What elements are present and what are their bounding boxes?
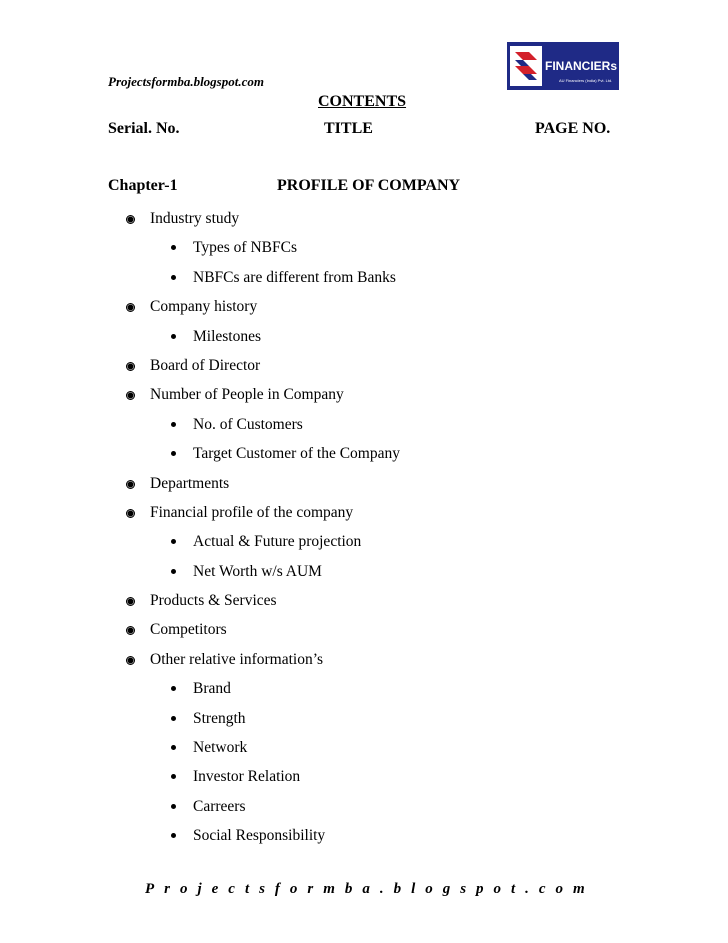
financiers-logo	[507, 42, 619, 90]
sub-bullet-icon	[171, 275, 176, 280]
toc-item	[0, 469, 728, 498]
toc-item-text: Competitors	[150, 621, 227, 639]
footer-letter: P	[145, 881, 155, 897]
bullet-icon	[126, 597, 135, 606]
toc-item	[0, 233, 728, 262]
toc-item-text: Actual & Future projection	[193, 533, 362, 551]
chapter-title: PROFILE OF COMPANY	[277, 177, 461, 194]
toc-item-text: Departments	[150, 474, 230, 492]
toc-item	[0, 292, 728, 321]
toc-item-text: Products & Services	[150, 592, 277, 610]
toc-item	[0, 762, 728, 791]
sub-bullet-icon	[171, 569, 176, 574]
column-page-header: PAGE NO.	[535, 120, 611, 137]
sub-bullet-icon	[171, 245, 176, 250]
footer-letter: b	[344, 881, 353, 897]
bullet-icon	[126, 303, 135, 312]
toc-list	[0, 204, 728, 851]
footer-letter: o	[179, 881, 188, 897]
footer-letter: e	[211, 881, 219, 897]
chapter-label: Chapter-1	[108, 177, 178, 194]
footer-letter: t	[510, 881, 516, 897]
footer-letter: o	[425, 881, 433, 897]
toc-item-text: Other relative information’s	[150, 650, 324, 668]
sub-bullet-icon	[171, 774, 176, 779]
bullet-icon	[126, 509, 135, 518]
toc-item-text: Number of People in Company	[150, 386, 344, 404]
toc-item	[0, 586, 728, 615]
toc-item-text: Company history	[150, 298, 258, 316]
toc-item	[0, 645, 728, 674]
source-site-label: Projectsformba.blogspot.com	[108, 74, 264, 89]
footer-letter: l	[411, 881, 416, 897]
bullet-icon	[126, 480, 135, 489]
footer-letter: a	[362, 881, 370, 897]
footer-letter: .	[379, 881, 384, 897]
sub-bullet-icon	[171, 539, 176, 544]
toc-item	[0, 380, 728, 409]
toc-item	[0, 704, 728, 733]
toc-item-text: Strength	[193, 709, 246, 727]
logo-subtext: AU Financiers (India) Pvt. Ltd.	[559, 78, 613, 83]
footer-letter: s	[259, 881, 265, 897]
toc-item-text: Financial profile of the company	[150, 503, 354, 521]
footer-letter: .	[525, 881, 529, 897]
bullet-icon	[126, 215, 135, 224]
toc-item-text: Industry study	[150, 210, 240, 227]
toc-item	[0, 527, 728, 556]
footer-letter: o	[289, 881, 298, 897]
footer-letter: c	[228, 881, 235, 897]
toc-item-text: Target Customer of the Company	[193, 445, 400, 463]
bullet-icon	[126, 656, 135, 665]
footer-letter: r	[307, 881, 314, 897]
toc-item	[0, 821, 728, 850]
footer-letter: r	[164, 881, 170, 897]
sub-bullet-icon	[171, 451, 176, 456]
toc-item	[0, 498, 728, 527]
toc-item	[0, 792, 728, 821]
footer-letter: t	[244, 881, 250, 897]
sub-bullet-icon	[171, 716, 176, 721]
footer-letter: j	[197, 881, 202, 897]
toc-item-text: Carreers	[193, 797, 246, 815]
contents-heading: CONTENTS	[318, 93, 407, 110]
column-title-header: TITLE	[324, 120, 373, 137]
toc-item	[0, 733, 728, 762]
toc-item-text: NBFCs are different from Banks	[193, 268, 396, 286]
footer-site-label	[145, 881, 585, 898]
footer-letter: c	[538, 881, 546, 897]
footer-letter: s	[460, 881, 467, 897]
footer-letter: m	[323, 881, 335, 897]
sub-bullet-icon	[171, 745, 176, 750]
toc-item-text: Net Worth w/s AUM	[193, 562, 322, 580]
sub-bullet-icon	[171, 833, 176, 838]
sub-bullet-icon	[171, 334, 176, 339]
toc-item	[0, 674, 728, 703]
footer-letter: b	[393, 881, 402, 897]
footer-letter: o	[555, 881, 564, 897]
toc-item-text: No. of Customers	[193, 415, 303, 433]
toc-item	[0, 557, 728, 586]
toc-item-text: Milestones	[193, 327, 262, 345]
toc-item-text: Investor Relation	[193, 768, 301, 786]
toc-item-text: Types of NBFCs	[193, 239, 297, 257]
footer-letter: m	[573, 881, 585, 897]
bullet-icon	[126, 391, 135, 400]
toc-item	[0, 439, 728, 468]
footer-letter: p	[476, 881, 484, 897]
column-serial-header: Serial. No.	[108, 120, 180, 137]
footer-letter: o	[493, 881, 501, 897]
toc-item-text: Network	[193, 739, 248, 757]
toc-item	[0, 263, 728, 292]
toc-item	[0, 615, 728, 644]
footer-letter: f	[274, 881, 280, 897]
sub-bullet-icon	[171, 804, 176, 809]
bullet-icon	[126, 362, 135, 371]
footer-letter: g	[442, 881, 451, 897]
toc-item	[0, 410, 728, 439]
toc-item-text: Social Responsibility	[193, 827, 326, 845]
toc-item	[0, 322, 728, 351]
toc-item	[0, 351, 728, 380]
toc-item-text: Board of Director	[150, 356, 261, 374]
logo-text: FINANCIERs	[545, 59, 618, 73]
sub-bullet-icon	[171, 686, 176, 691]
bullet-icon	[126, 626, 135, 635]
toc-item-text: Brand	[193, 680, 231, 698]
sub-bullet-icon	[171, 422, 176, 427]
toc-item	[0, 204, 728, 233]
